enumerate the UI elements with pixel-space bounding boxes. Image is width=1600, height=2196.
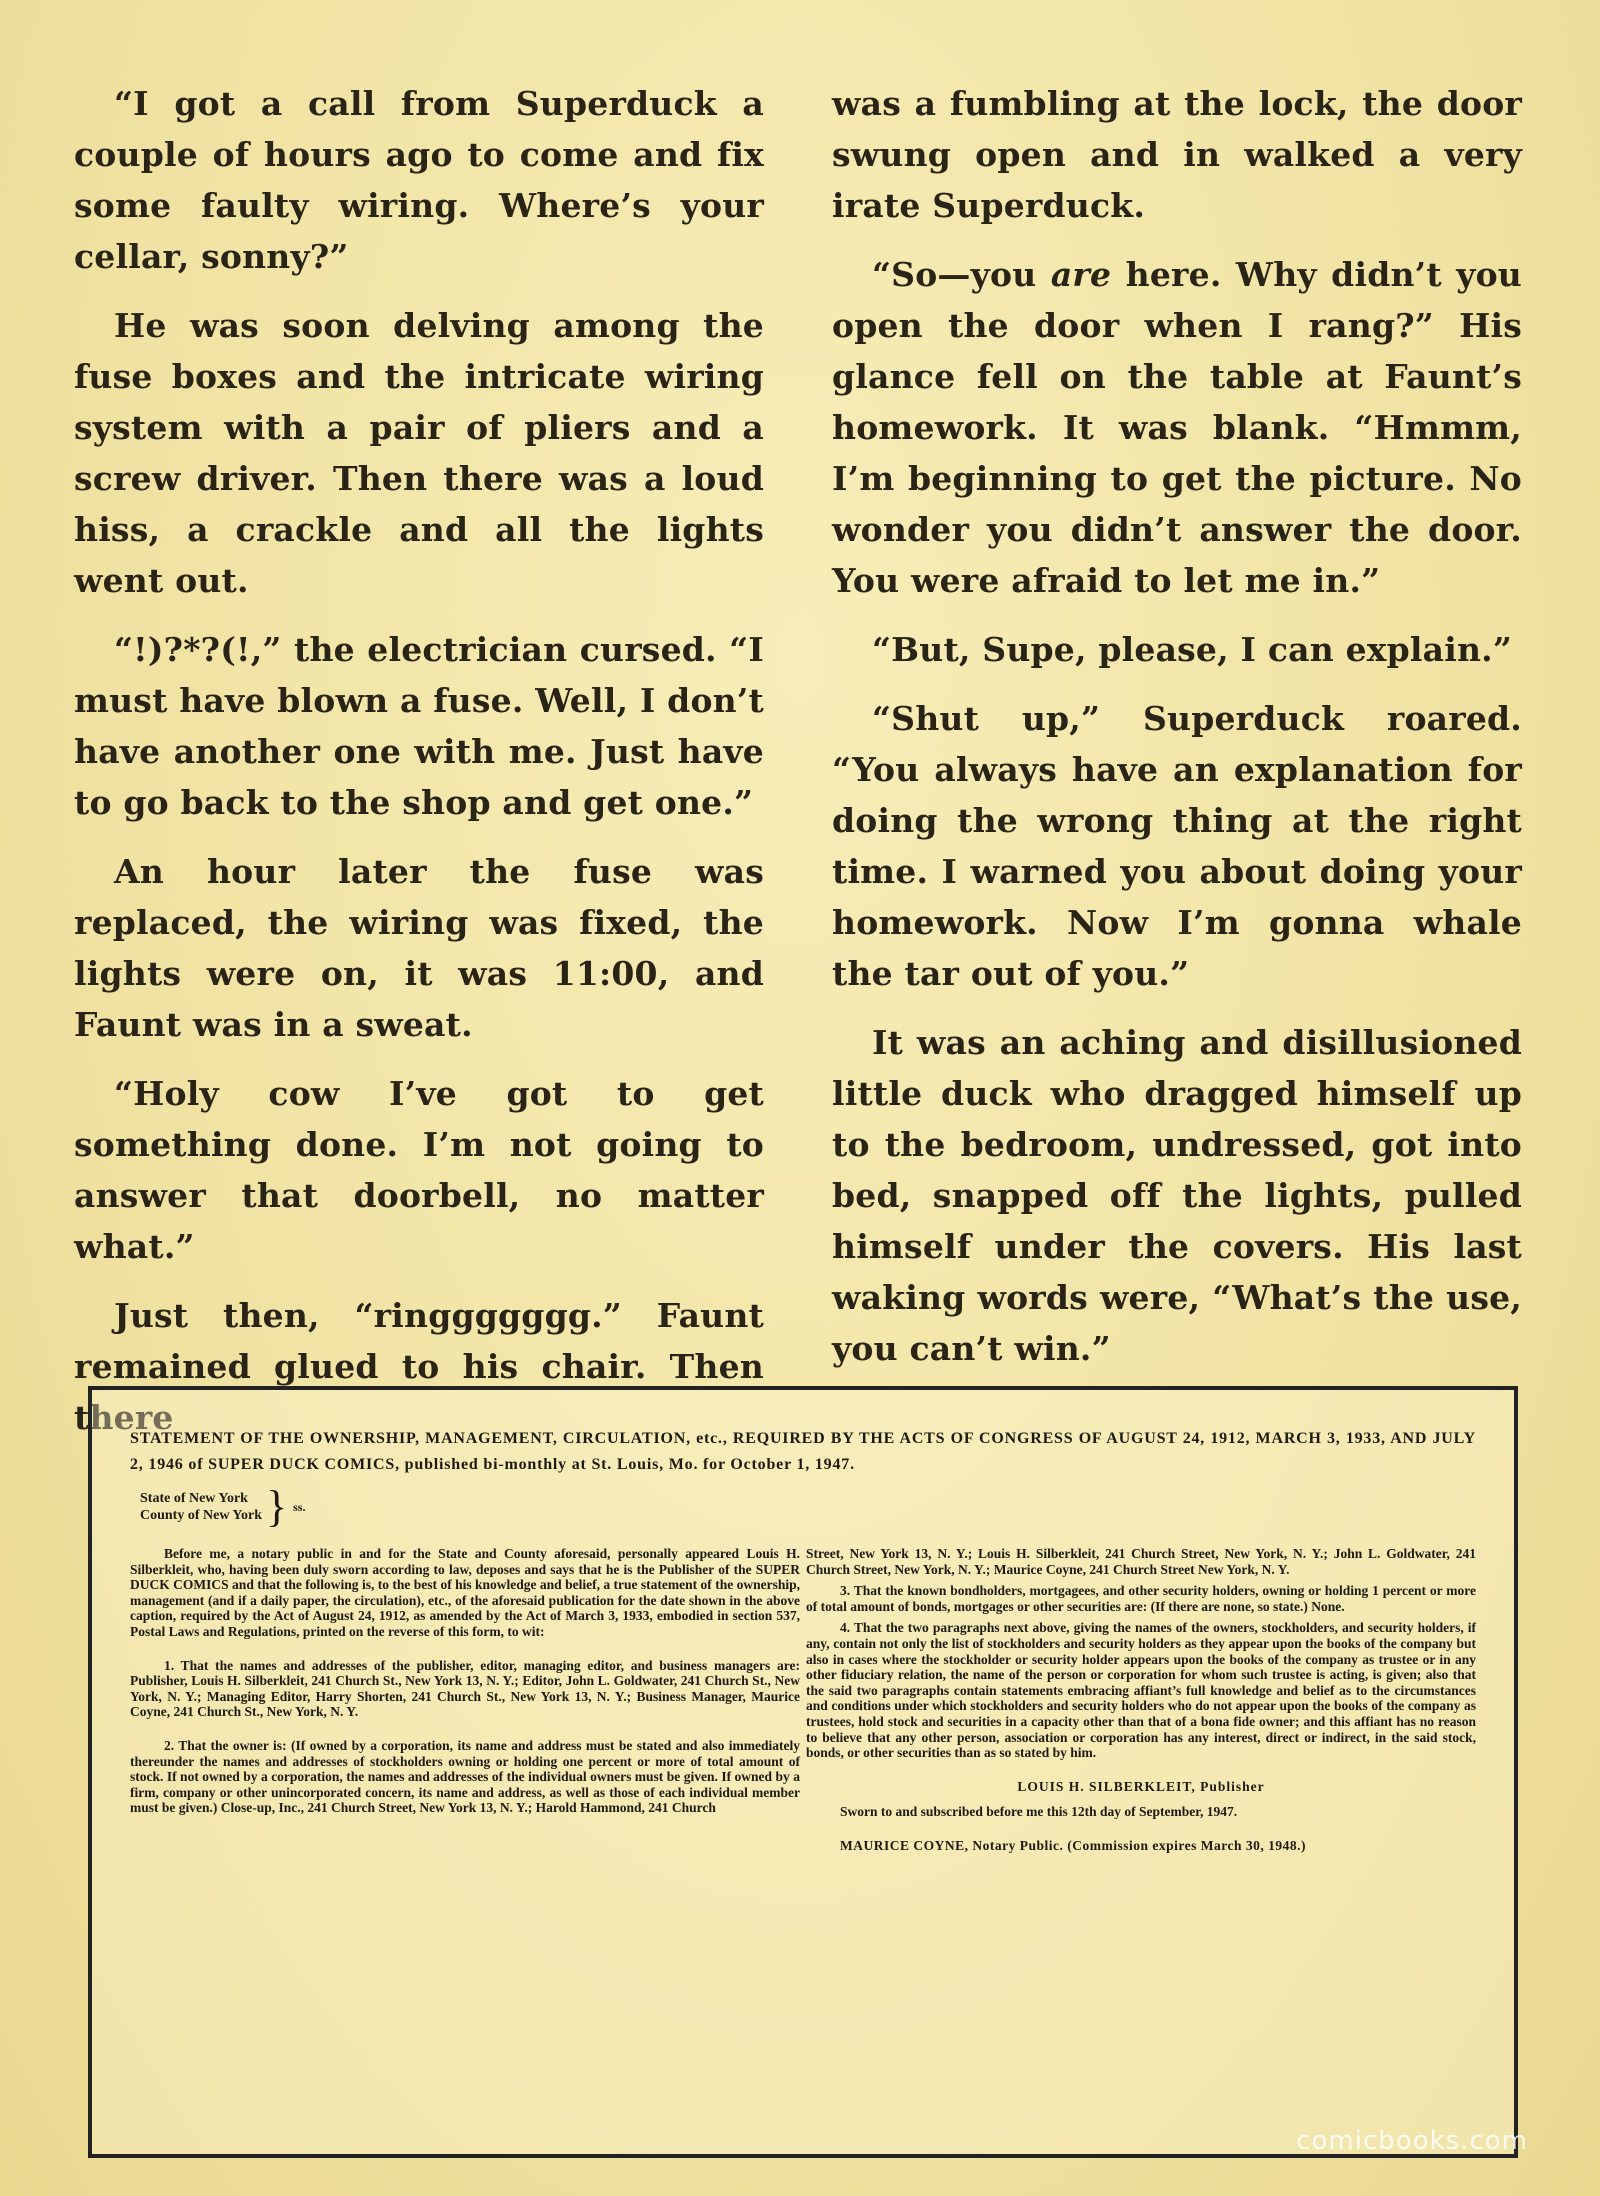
statement-title: STATEMENT OF THE OWNERSHIP, MANAGEMENT, CIRCULATION, etc., REQUIRED BY THE ACTS OF CONGRESS OF AUGUST 24, 1912, MARCH 3, 1933, AND JULY 2, 1946 of SUPER DUCK COMICS, published bi-monthly at St. Louis, Mo. for October 1, 1947. [130,1430,1476,1473]
story-paragraph: “Holy cow I’ve got to get something done. I’m not going to answer that doorbell, no matter what.” [74,1074,764,1266]
statement-paragraph: 3. That the known bondholders, mortgagees, and other security holders, owning or holding 1 percent or more of total amount of bonds, mortgages or other securities are: (If there are none, so state.) None. [806,1583,1476,1614]
venue-ss: ss. [293,1499,306,1514]
story-paragraph: “I got a call from Superduck a couple of hours ago to come and fix some faulty wiring. Where’s your cellar, sonny?” [74,84,764,276]
story-paragraph: Just then, “ringgggggg.” Faunt remained glued to his chair. Then there [74,1296,764,1437]
statement-paragraph: 2. That the owner is: (If owned by a corporation, its name and address must be stated and also immediately thereunder the names and addresses of stockholders owning or holding one percent or more of total amount of stock. If not owned by a corporation, the names and addresses of the individual owners must be given. If owned by a firm, company or other unincorporated concern, its name and address, as well as those of each individual member must be given.) Close-up, Inc., 241 Church Street, New York 13, N. Y.; Harold Hammond, 241 Church [130,1737,800,1816]
story-paragraph: “But, Supe, please, I can explain.” [872,630,1513,669]
venue-block [140,1482,1476,1531]
venue-state: State of New York [140,1491,248,1506]
statement-column-left [130,1546,800,1872]
statement-paragraph: Before me, a notary public in and for the State and County aforesaid, personally appeared Louis H. Silberkleit, who, having been duly sworn according to law, deposes and says that he is the Publisher of the SUPER DUCK COMICS and that the following is, to the best of his knowledge and belief, a true statement of the ownership, management (and if a daily paper, the circulation), etc., of the aforesaid publication for the date shown in the above caption, required by the Act of August 24, 1912, as amended by the Act of March 3, 1933, embodied in section 537, Postal Laws and Regulations, printed on the reverse of this form, to wit: [130,1546,800,1639]
ownership-statement-box [88,1386,1518,2158]
venue-lines [140,1490,262,1524]
notary-line: MAURICE COYNE, Notary Public. (Commission expires March 30, 1948.) [840,1837,1306,1853]
story-paragraph: “Shut up,” Superduck roared. “You always have an explanation for doing the wrong thing at the right time. I warned you about doing your homework. Now I’m gonna whale the tar out of you.” [832,699,1522,993]
story-text [74,78,1522,1437]
story-paragraph [832,249,1522,606]
story-column-right [832,78,1522,1368]
story-paragraph: An hour later the fuse was replaced, the wiring was fixed, the lights were on, it was 11:00, and Faunt was in a sweat. [74,852,764,1044]
story-paragraph-continued: was a fumbling at the lock, the door swung open and in walked a very irate Superduck. [832,84,1522,225]
publisher-signature: LOUIS H. SILBERKLEIT, Publisher [1017,1778,1265,1794]
story-column-left [74,78,764,1437]
sworn-line: Sworn to and subscribed before me this 12th day of September, 1947. [840,1804,1238,1820]
emphasis-text: are [1050,255,1112,294]
site-watermark: comicbooks.com [1296,2126,1528,2156]
statement-column-right [806,1546,1476,1872]
statement-paragraph-continued: Street, New York 13, N. Y.; Louis H. Silberkleit, 241 Church Street, New York, N. Y.; John L. Goldwater, 241 Church Street, New York, N. Y.; Maurice Coyne, 241 Church Street New York, N. Y. [806,1546,1476,1577]
text-run: here. Why didn’t you open the door when I rang?” His glance fell on the table at Faunt’s homework. It was blank. “Hmmm, I’m beginning to get the picture. No wonder you didn’t answer the door. You were afraid to let me in.” [832,255,1522,600]
statement-columns [130,1546,1476,1872]
venue-county: County of New York [140,1508,262,1523]
story-paragraph: He was soon delving among the fuse boxes and the intricate wiring system with a pair of pliers and a screw driver. Then there was a loud hiss, a crackle and all the lights went out. [74,306,764,600]
text-run: “So—you [872,255,1051,294]
statement-paragraph: 1. That the names and addresses of the publisher, editor, managing editor, and business managers are: Publisher, Louis H. Silberkleit, 241 Church St., New York 13, N. Y.; Editor, John L. Goldwater, 241 Church St., New York, N. Y.; Managing Editor, Harry Shorten, 241 Church St., New York 13, N. Y.; Business Manager, Maurice Coyne, 241 Church St., New York, N. Y. [130,1657,800,1720]
story-paragraph: It was an aching and disillusioned little duck who dragged himself up to the bedroom, undressed, got into bed, snapped off the lights, pulled himself under the covers. His last waking words were, “What’s the use, you can’t win.” [832,1023,1522,1368]
story-paragraph: “!)?*?(!,” the electrician cursed. “I must have blown a fuse. Well, I don’t have another one with me. Just have to go back to the shop and get one.” [74,630,764,822]
statement-paragraph: 4. That the two paragraphs next above, giving the names of the owners, stockholders, and security holders, if any, contain not only the list of stockholders and security holders as they appear upon the books of the company but also in cases where the stockholder or security holder appears upon the books of the company as trustee or in any other fiduciary relation, the name of the person or corporation for whom such trustee is acting, is given; also that the said two paragraphs contain statements embracing affiant’s full knowledge and belief as to the circumstances and conditions under which stockholders and security holders who do not appear upon the books of the company as trustees, hold stock and securities in a capacity other than that of a bona fide owner; and this affiant has no reason to believe that any other person, association or corporation has any interest, direct or indirect, in the said stock, bonds, or other securities than as so stated by him. [806,1620,1476,1761]
brace-symbol: } [265,1482,288,1531]
